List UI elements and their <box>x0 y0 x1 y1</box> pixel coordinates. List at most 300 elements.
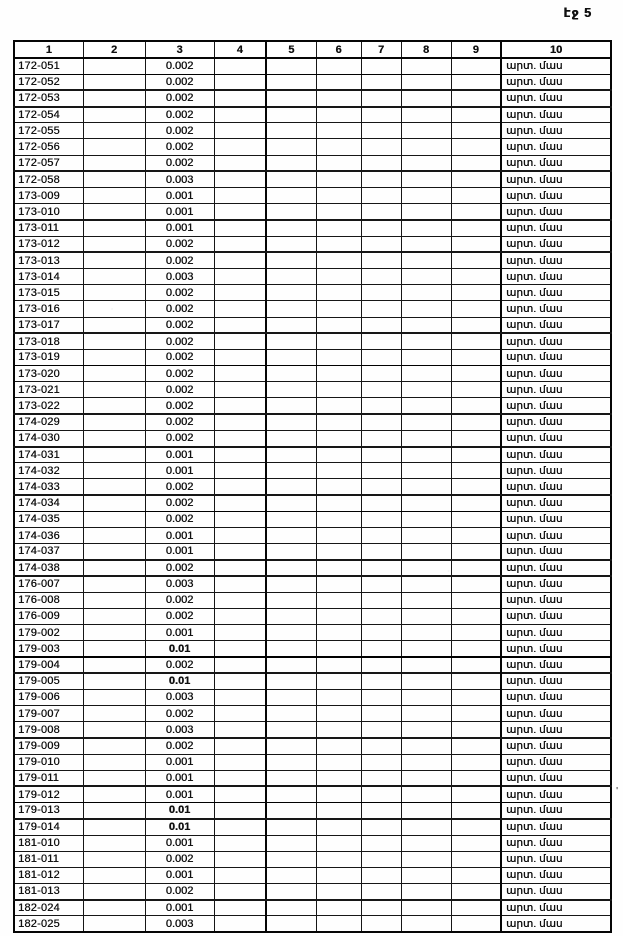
empty-cell <box>266 851 316 867</box>
table-row <box>14 576 611 592</box>
empty-cell <box>451 220 501 236</box>
value-cell: 0.002 <box>145 884 214 900</box>
empty-cell <box>361 819 401 835</box>
value-cell: 0.002 <box>145 382 214 398</box>
empty-cell <box>266 430 316 446</box>
empty-cell <box>316 560 361 576</box>
empty-cell <box>266 220 316 236</box>
value-cell: 0.001 <box>145 188 214 204</box>
empty-cell <box>316 625 361 641</box>
table-row <box>14 74 611 90</box>
note-cell: արտ. մաս <box>501 770 611 786</box>
empty-cell <box>316 139 361 155</box>
empty-cell <box>83 689 145 705</box>
empty-cell <box>214 171 266 187</box>
column-header-2: 2 <box>83 41 145 58</box>
empty-cell <box>451 58 501 74</box>
note-cell: արտ. մաս <box>501 447 611 463</box>
column-header-9: 9 <box>451 41 501 58</box>
column-header-10: 10 <box>501 41 611 58</box>
empty-cell <box>361 884 401 900</box>
empty-cell <box>83 867 145 883</box>
empty-cell <box>451 544 501 560</box>
empty-cell <box>266 58 316 74</box>
sample-id-cell: 179-005 <box>14 673 83 689</box>
empty-cell <box>266 366 316 382</box>
empty-cell <box>451 770 501 786</box>
empty-cell <box>401 301 451 317</box>
note-cell: արտ. մաս <box>501 673 611 689</box>
empty-cell <box>214 58 266 74</box>
empty-cell <box>266 900 316 916</box>
empty-cell <box>316 657 361 673</box>
table-row <box>14 495 611 511</box>
empty-cell <box>266 155 316 171</box>
empty-cell <box>266 495 316 511</box>
value-cell: 0.002 <box>145 155 214 171</box>
empty-cell <box>266 139 316 155</box>
sample-id-cell: 176-007 <box>14 576 83 592</box>
empty-cell <box>214 673 266 689</box>
empty-cell <box>401 657 451 673</box>
note-cell: արտ. մաս <box>501 107 611 123</box>
value-cell: 0.001 <box>145 527 214 543</box>
empty-cell <box>266 608 316 624</box>
table-row <box>14 414 611 430</box>
value-cell: 0.001 <box>145 900 214 916</box>
value-cell: 0.002 <box>145 851 214 867</box>
empty-cell <box>83 479 145 495</box>
sample-id-cell: 179-009 <box>14 738 83 754</box>
value-cell: 0.002 <box>145 706 214 722</box>
value-cell: 0.003 <box>145 576 214 592</box>
empty-cell <box>214 74 266 90</box>
empty-cell <box>266 398 316 414</box>
empty-cell <box>214 188 266 204</box>
empty-cell <box>316 803 361 819</box>
value-cell: 0.002 <box>145 301 214 317</box>
value-cell: 0.001 <box>145 447 214 463</box>
empty-cell <box>316 576 361 592</box>
empty-cell <box>316 301 361 317</box>
value-cell: 0.002 <box>145 430 214 446</box>
empty-cell <box>83 738 145 754</box>
empty-cell <box>401 236 451 252</box>
empty-cell <box>214 527 266 543</box>
value-cell: 0.002 <box>145 560 214 576</box>
empty-cell <box>214 268 266 284</box>
empty-cell <box>316 236 361 252</box>
sample-id-cell: 174-029 <box>14 414 83 430</box>
empty-cell <box>451 155 501 171</box>
note-cell: արտ. մաս <box>501 706 611 722</box>
empty-cell <box>361 139 401 155</box>
sample-id-cell: 179-008 <box>14 722 83 738</box>
sample-id-cell: 174-036 <box>14 527 83 543</box>
note-cell: արտ. մաս <box>501 689 611 705</box>
sample-id-cell: 174-035 <box>14 511 83 527</box>
empty-cell <box>316 511 361 527</box>
value-cell: 0.002 <box>145 317 214 333</box>
empty-cell <box>451 495 501 511</box>
sample-id-cell: 174-030 <box>14 430 83 446</box>
sample-id-cell: 172-054 <box>14 107 83 123</box>
empty-cell <box>83 204 145 220</box>
empty-cell <box>83 884 145 900</box>
empty-cell <box>214 641 266 657</box>
empty-cell <box>361 333 401 349</box>
empty-cell <box>401 123 451 139</box>
empty-cell <box>316 252 361 268</box>
empty-cell <box>214 204 266 220</box>
sample-id-cell: 173-009 <box>14 188 83 204</box>
table-row <box>14 835 611 851</box>
sample-id-cell: 179-013 <box>14 803 83 819</box>
column-header-1: 1 <box>14 41 83 58</box>
column-header-7: 7 <box>361 41 401 58</box>
note-cell: արտ. մաս <box>501 414 611 430</box>
empty-cell <box>83 657 145 673</box>
empty-cell <box>214 819 266 835</box>
empty-cell <box>401 803 451 819</box>
empty-cell <box>451 592 501 608</box>
empty-cell <box>83 430 145 446</box>
empty-cell <box>266 641 316 657</box>
empty-cell <box>83 527 145 543</box>
empty-cell <box>451 511 501 527</box>
note-cell: արտ. մաս <box>501 58 611 74</box>
note-cell: արտ. մաս <box>501 382 611 398</box>
empty-cell <box>266 268 316 284</box>
empty-cell <box>266 188 316 204</box>
empty-cell <box>401 511 451 527</box>
empty-cell <box>401 220 451 236</box>
empty-cell <box>361 268 401 284</box>
empty-cell <box>266 527 316 543</box>
sample-id-cell: 173-021 <box>14 382 83 398</box>
empty-cell <box>316 90 361 106</box>
empty-cell <box>451 107 501 123</box>
empty-cell <box>316 188 361 204</box>
column-header-5: 5 <box>266 41 316 58</box>
empty-cell <box>361 301 401 317</box>
sample-id-cell: 173-019 <box>14 349 83 365</box>
empty-cell <box>401 770 451 786</box>
empty-cell <box>361 770 401 786</box>
empty-cell <box>316 447 361 463</box>
empty-cell <box>316 285 361 301</box>
value-cell: 0.002 <box>145 738 214 754</box>
empty-cell <box>361 236 401 252</box>
empty-cell <box>451 463 501 479</box>
empty-cell <box>214 236 266 252</box>
value-cell: 0.002 <box>145 366 214 382</box>
table-row <box>14 608 611 624</box>
empty-cell <box>361 495 401 511</box>
value-cell: 0.003 <box>145 171 214 187</box>
note-cell: արտ. մաս <box>501 754 611 770</box>
table-row <box>14 544 611 560</box>
empty-cell <box>401 414 451 430</box>
note-cell: արտ. մաս <box>501 204 611 220</box>
table-row <box>14 301 611 317</box>
empty-cell <box>266 447 316 463</box>
note-cell: արտ. մաս <box>501 74 611 90</box>
empty-cell <box>401 544 451 560</box>
table-row <box>14 560 611 576</box>
empty-cell <box>316 641 361 657</box>
empty-cell <box>83 58 145 74</box>
sample-id-cell: 174-032 <box>14 463 83 479</box>
empty-cell <box>361 107 401 123</box>
empty-cell <box>266 689 316 705</box>
empty-cell <box>401 592 451 608</box>
value-cell: 0.01 <box>145 641 214 657</box>
empty-cell <box>266 592 316 608</box>
sample-id-cell: 182-025 <box>14 916 83 932</box>
empty-cell <box>401 641 451 657</box>
empty-cell <box>316 754 361 770</box>
empty-cell <box>83 544 145 560</box>
note-cell: արտ. մաս <box>501 608 611 624</box>
table-row <box>14 382 611 398</box>
empty-cell <box>83 155 145 171</box>
sample-id-cell: 181-010 <box>14 835 83 851</box>
empty-cell <box>361 366 401 382</box>
empty-cell <box>451 236 501 252</box>
column-header-8: 8 <box>401 41 451 58</box>
sample-id-cell: 179-006 <box>14 689 83 705</box>
data-table <box>13 40 612 933</box>
empty-cell <box>451 560 501 576</box>
empty-cell <box>401 252 451 268</box>
empty-cell <box>83 803 145 819</box>
note-cell: արտ. մաս <box>501 285 611 301</box>
empty-cell <box>266 884 316 900</box>
empty-cell <box>361 285 401 301</box>
sample-id-cell: 174-038 <box>14 560 83 576</box>
empty-cell <box>83 495 145 511</box>
empty-cell <box>266 285 316 301</box>
empty-cell <box>451 139 501 155</box>
empty-cell <box>361 252 401 268</box>
empty-cell <box>401 560 451 576</box>
empty-cell <box>214 252 266 268</box>
empty-cell <box>316 689 361 705</box>
empty-cell <box>316 123 361 139</box>
empty-cell <box>83 220 145 236</box>
empty-cell <box>266 657 316 673</box>
column-header-3: 3 <box>145 41 214 58</box>
empty-cell <box>214 382 266 398</box>
empty-cell <box>401 155 451 171</box>
empty-cell <box>451 738 501 754</box>
empty-cell <box>214 738 266 754</box>
empty-cell <box>316 430 361 446</box>
empty-cell <box>361 398 401 414</box>
note-cell: արտ. մաս <box>501 884 611 900</box>
empty-cell <box>316 738 361 754</box>
table-row <box>14 398 611 414</box>
note-cell: արտ. մաս <box>501 835 611 851</box>
empty-cell <box>83 107 145 123</box>
table-row <box>14 333 611 349</box>
empty-cell <box>83 916 145 932</box>
empty-cell <box>214 706 266 722</box>
value-cell: 0.001 <box>145 835 214 851</box>
sample-id-cell: 173-010 <box>14 204 83 220</box>
empty-cell <box>451 689 501 705</box>
empty-cell <box>214 447 266 463</box>
empty-cell <box>266 786 316 802</box>
empty-cell <box>266 625 316 641</box>
empty-cell <box>214 722 266 738</box>
sample-id-cell: 182-024 <box>14 900 83 916</box>
note-cell: արտ. մաս <box>501 592 611 608</box>
empty-cell <box>83 252 145 268</box>
value-cell: 0.001 <box>145 544 214 560</box>
value-cell: 0.001 <box>145 786 214 802</box>
empty-cell <box>401 819 451 835</box>
empty-cell <box>361 74 401 90</box>
empty-cell <box>451 317 501 333</box>
empty-cell <box>214 754 266 770</box>
value-cell: 0.001 <box>145 867 214 883</box>
note-cell: արտ. մաս <box>501 511 611 527</box>
empty-cell <box>83 447 145 463</box>
empty-cell <box>83 123 145 139</box>
sample-id-cell: 174-033 <box>14 479 83 495</box>
note-cell: արտ. մաս <box>501 430 611 446</box>
empty-cell <box>361 803 401 819</box>
sample-id-cell: 173-012 <box>14 236 83 252</box>
table-row <box>14 58 611 74</box>
empty-cell <box>401 333 451 349</box>
empty-cell <box>451 382 501 398</box>
empty-cell <box>401 916 451 932</box>
table-row <box>14 252 611 268</box>
empty-cell <box>401 398 451 414</box>
table-row <box>14 155 611 171</box>
table-row <box>14 592 611 608</box>
table-row <box>14 317 611 333</box>
empty-cell <box>451 916 501 932</box>
empty-cell <box>316 900 361 916</box>
empty-cell <box>361 220 401 236</box>
empty-cell <box>266 770 316 786</box>
empty-cell <box>451 430 501 446</box>
empty-cell <box>83 754 145 770</box>
note-cell: արտ. մաս <box>501 738 611 754</box>
value-cell: 0.003 <box>145 916 214 932</box>
empty-cell <box>266 301 316 317</box>
note-cell: արտ. մաս <box>501 803 611 819</box>
note-cell: արտ. մաս <box>501 333 611 349</box>
empty-cell <box>266 349 316 365</box>
value-cell: 0.002 <box>145 90 214 106</box>
empty-cell <box>316 382 361 398</box>
empty-cell <box>361 155 401 171</box>
empty-cell <box>83 398 145 414</box>
empty-cell <box>401 285 451 301</box>
empty-cell <box>451 268 501 284</box>
empty-cell <box>266 463 316 479</box>
table-row <box>14 123 611 139</box>
empty-cell <box>214 333 266 349</box>
empty-cell <box>451 366 501 382</box>
sample-id-cell: 174-031 <box>14 447 83 463</box>
note-cell: արտ. մաս <box>501 867 611 883</box>
scan-artifact-mark: ' <box>616 786 618 797</box>
empty-cell <box>316 268 361 284</box>
empty-cell <box>83 301 145 317</box>
empty-cell <box>401 608 451 624</box>
table-row <box>14 689 611 705</box>
table-row <box>14 139 611 155</box>
empty-cell <box>83 511 145 527</box>
empty-cell <box>451 657 501 673</box>
empty-cell <box>316 851 361 867</box>
empty-cell <box>401 835 451 851</box>
empty-cell <box>401 74 451 90</box>
empty-cell <box>83 236 145 252</box>
value-cell: 0.002 <box>145 107 214 123</box>
empty-cell <box>266 706 316 722</box>
empty-cell <box>451 625 501 641</box>
empty-cell <box>214 90 266 106</box>
empty-cell <box>83 90 145 106</box>
empty-cell <box>266 74 316 90</box>
empty-cell <box>451 641 501 657</box>
table-row <box>14 268 611 284</box>
empty-cell <box>361 544 401 560</box>
table-row <box>14 641 611 657</box>
note-cell: արտ. մաս <box>501 722 611 738</box>
value-cell: 0.001 <box>145 204 214 220</box>
note-cell: արտ. մաս <box>501 851 611 867</box>
empty-cell <box>83 139 145 155</box>
empty-cell <box>214 479 266 495</box>
empty-cell <box>83 560 145 576</box>
table-row <box>14 916 611 932</box>
note-cell: արտ. մաս <box>501 463 611 479</box>
empty-cell <box>316 317 361 333</box>
empty-cell <box>361 673 401 689</box>
empty-cell <box>361 916 401 932</box>
empty-cell <box>83 722 145 738</box>
sample-id-cell: 172-051 <box>14 58 83 74</box>
empty-cell <box>266 414 316 430</box>
sample-id-cell: 179-004 <box>14 657 83 673</box>
value-cell: 0.002 <box>145 252 214 268</box>
empty-cell <box>316 592 361 608</box>
table-row <box>14 430 611 446</box>
table-row <box>14 511 611 527</box>
note-cell: արտ. մաս <box>501 268 611 284</box>
empty-cell <box>316 770 361 786</box>
empty-cell <box>214 544 266 560</box>
note-cell: արտ. մաս <box>501 155 611 171</box>
empty-cell <box>451 867 501 883</box>
empty-cell <box>361 463 401 479</box>
empty-cell <box>401 527 451 543</box>
empty-cell <box>266 171 316 187</box>
empty-cell <box>401 366 451 382</box>
table-row <box>14 463 611 479</box>
empty-cell <box>214 560 266 576</box>
empty-cell <box>214 495 266 511</box>
table-row <box>14 819 611 835</box>
